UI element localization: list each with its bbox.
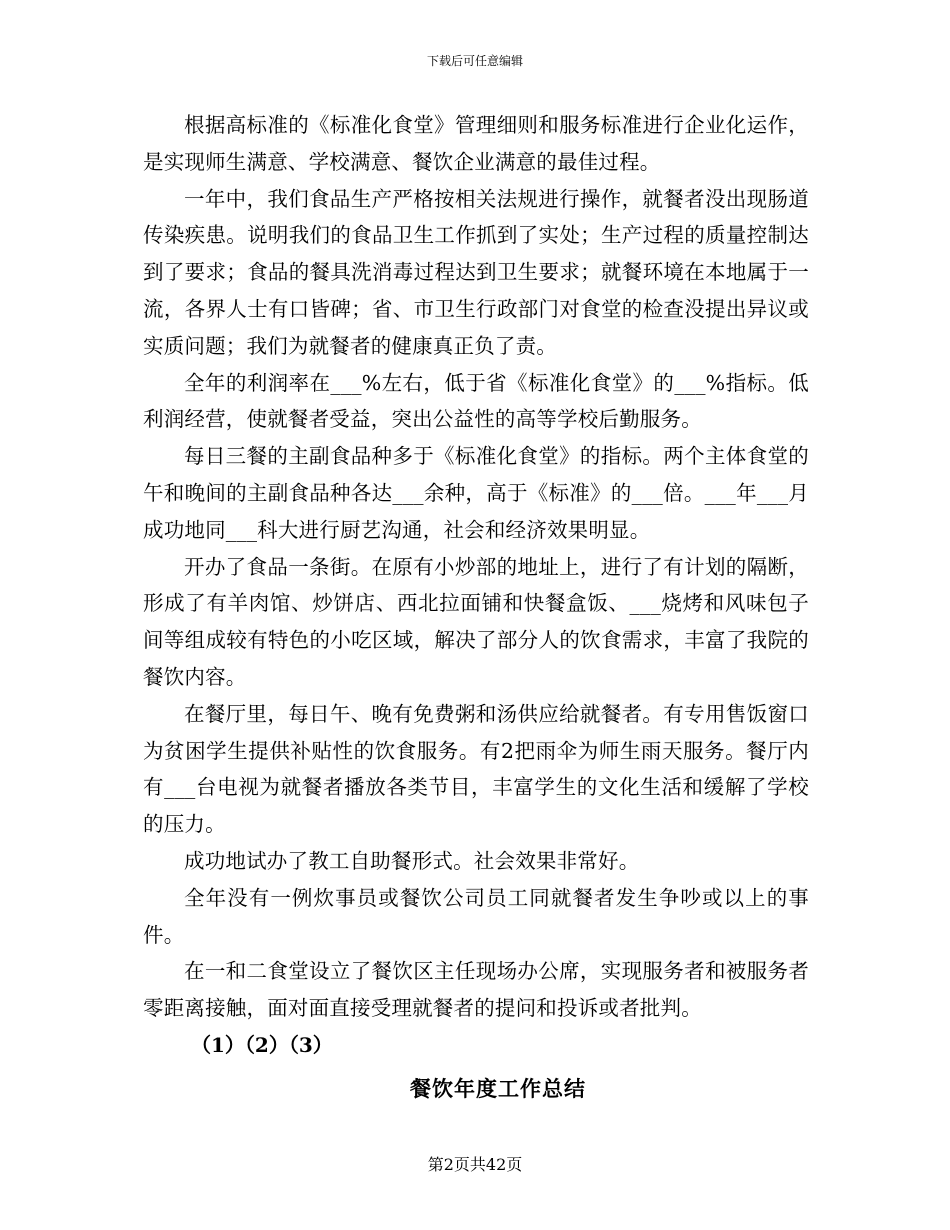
page-footer: 第2页共42页: [427, 1155, 523, 1174]
document-body: [143, 107, 809, 1063]
paragraph-no-disputes: 全年没有一例炊事员或餐饮公司员工同就餐者发生争吵或以上的事件。: [143, 885, 809, 947]
paragraph-staff-buffet: 成功地试办了教工自助餐形式。社会效果非常好。: [184, 848, 640, 873]
paragraph-meal-variety: 每日三餐的主副食品种多于《标准化食堂》的指标。两个主体食堂的午和晚间的主副食品种各达___余种，高于《标准》的___倍。___年___月成功地同___科大进行厨艺沟通，社会和经济效果明显。: [143, 444, 809, 542]
paragraph-food-safety: 一年中，我们食品生产严格按相关法规进行操作，就餐者没出现肠道传染疾患。说明我们的食品卫生工作抓到了实处；生产过程的质量控制达到了要求；食品的餐具洗消毒过程达到卫生要求；就餐环境在本地属于一流，各界人士有口皆碑；省、市卫生行政部门对食堂的检查没提出异议或实质问题；我们为就餐者的健康真正负了责。: [143, 186, 809, 358]
paragraph-profit-rate: 全年的利润率在___%左右，低于省《标准化食堂》的___%指标。低利润经营，使就餐者受益，突出公益性的高等学校后勤服务。: [143, 370, 809, 432]
document-title: 餐饮年度工作总结: [410, 1076, 586, 1101]
paragraph-food-street: 开办了食品一条街。在原有小炒部的地址上，进行了有计划的隔断，形成了有羊肉馆、炒饼店、西北拉面铺和快餐盒饭、___烧烤和风味包子间等组成较有特色的小吃区域，解决了部分人的饮食需求，丰富了我院的餐饮内容。: [143, 554, 809, 689]
list-markers: （1）（2）（3）: [191, 1032, 333, 1057]
paragraph-onsite-office: 在一和二食堂设立了餐饮区主任现场办公席，实现服务者和被服务者零距离接触，面对面直接受理就餐者的提问和投诉或者批判。: [143, 959, 809, 1021]
paragraph-standardization: 根据高标准的《标准化食堂》管理细则和服务标准进行企业化运作，是实现师生满意、学校满意、餐饮企业满意的最佳过程。: [143, 113, 809, 174]
page-header: 下载后可任意编辑: [426, 54, 523, 68]
paragraph-dining-hall-services: 在餐厅里，每日午、晚有免费粥和汤供应给就餐者。有专用售饭窗口为贫困学生提供补贴性的饮食服务。有2把雨伞为师生雨天服务。餐厅内有___台电视为就餐者播放各类节目，丰富学生的文化生活和缓解了学校的压力。: [143, 701, 809, 837]
